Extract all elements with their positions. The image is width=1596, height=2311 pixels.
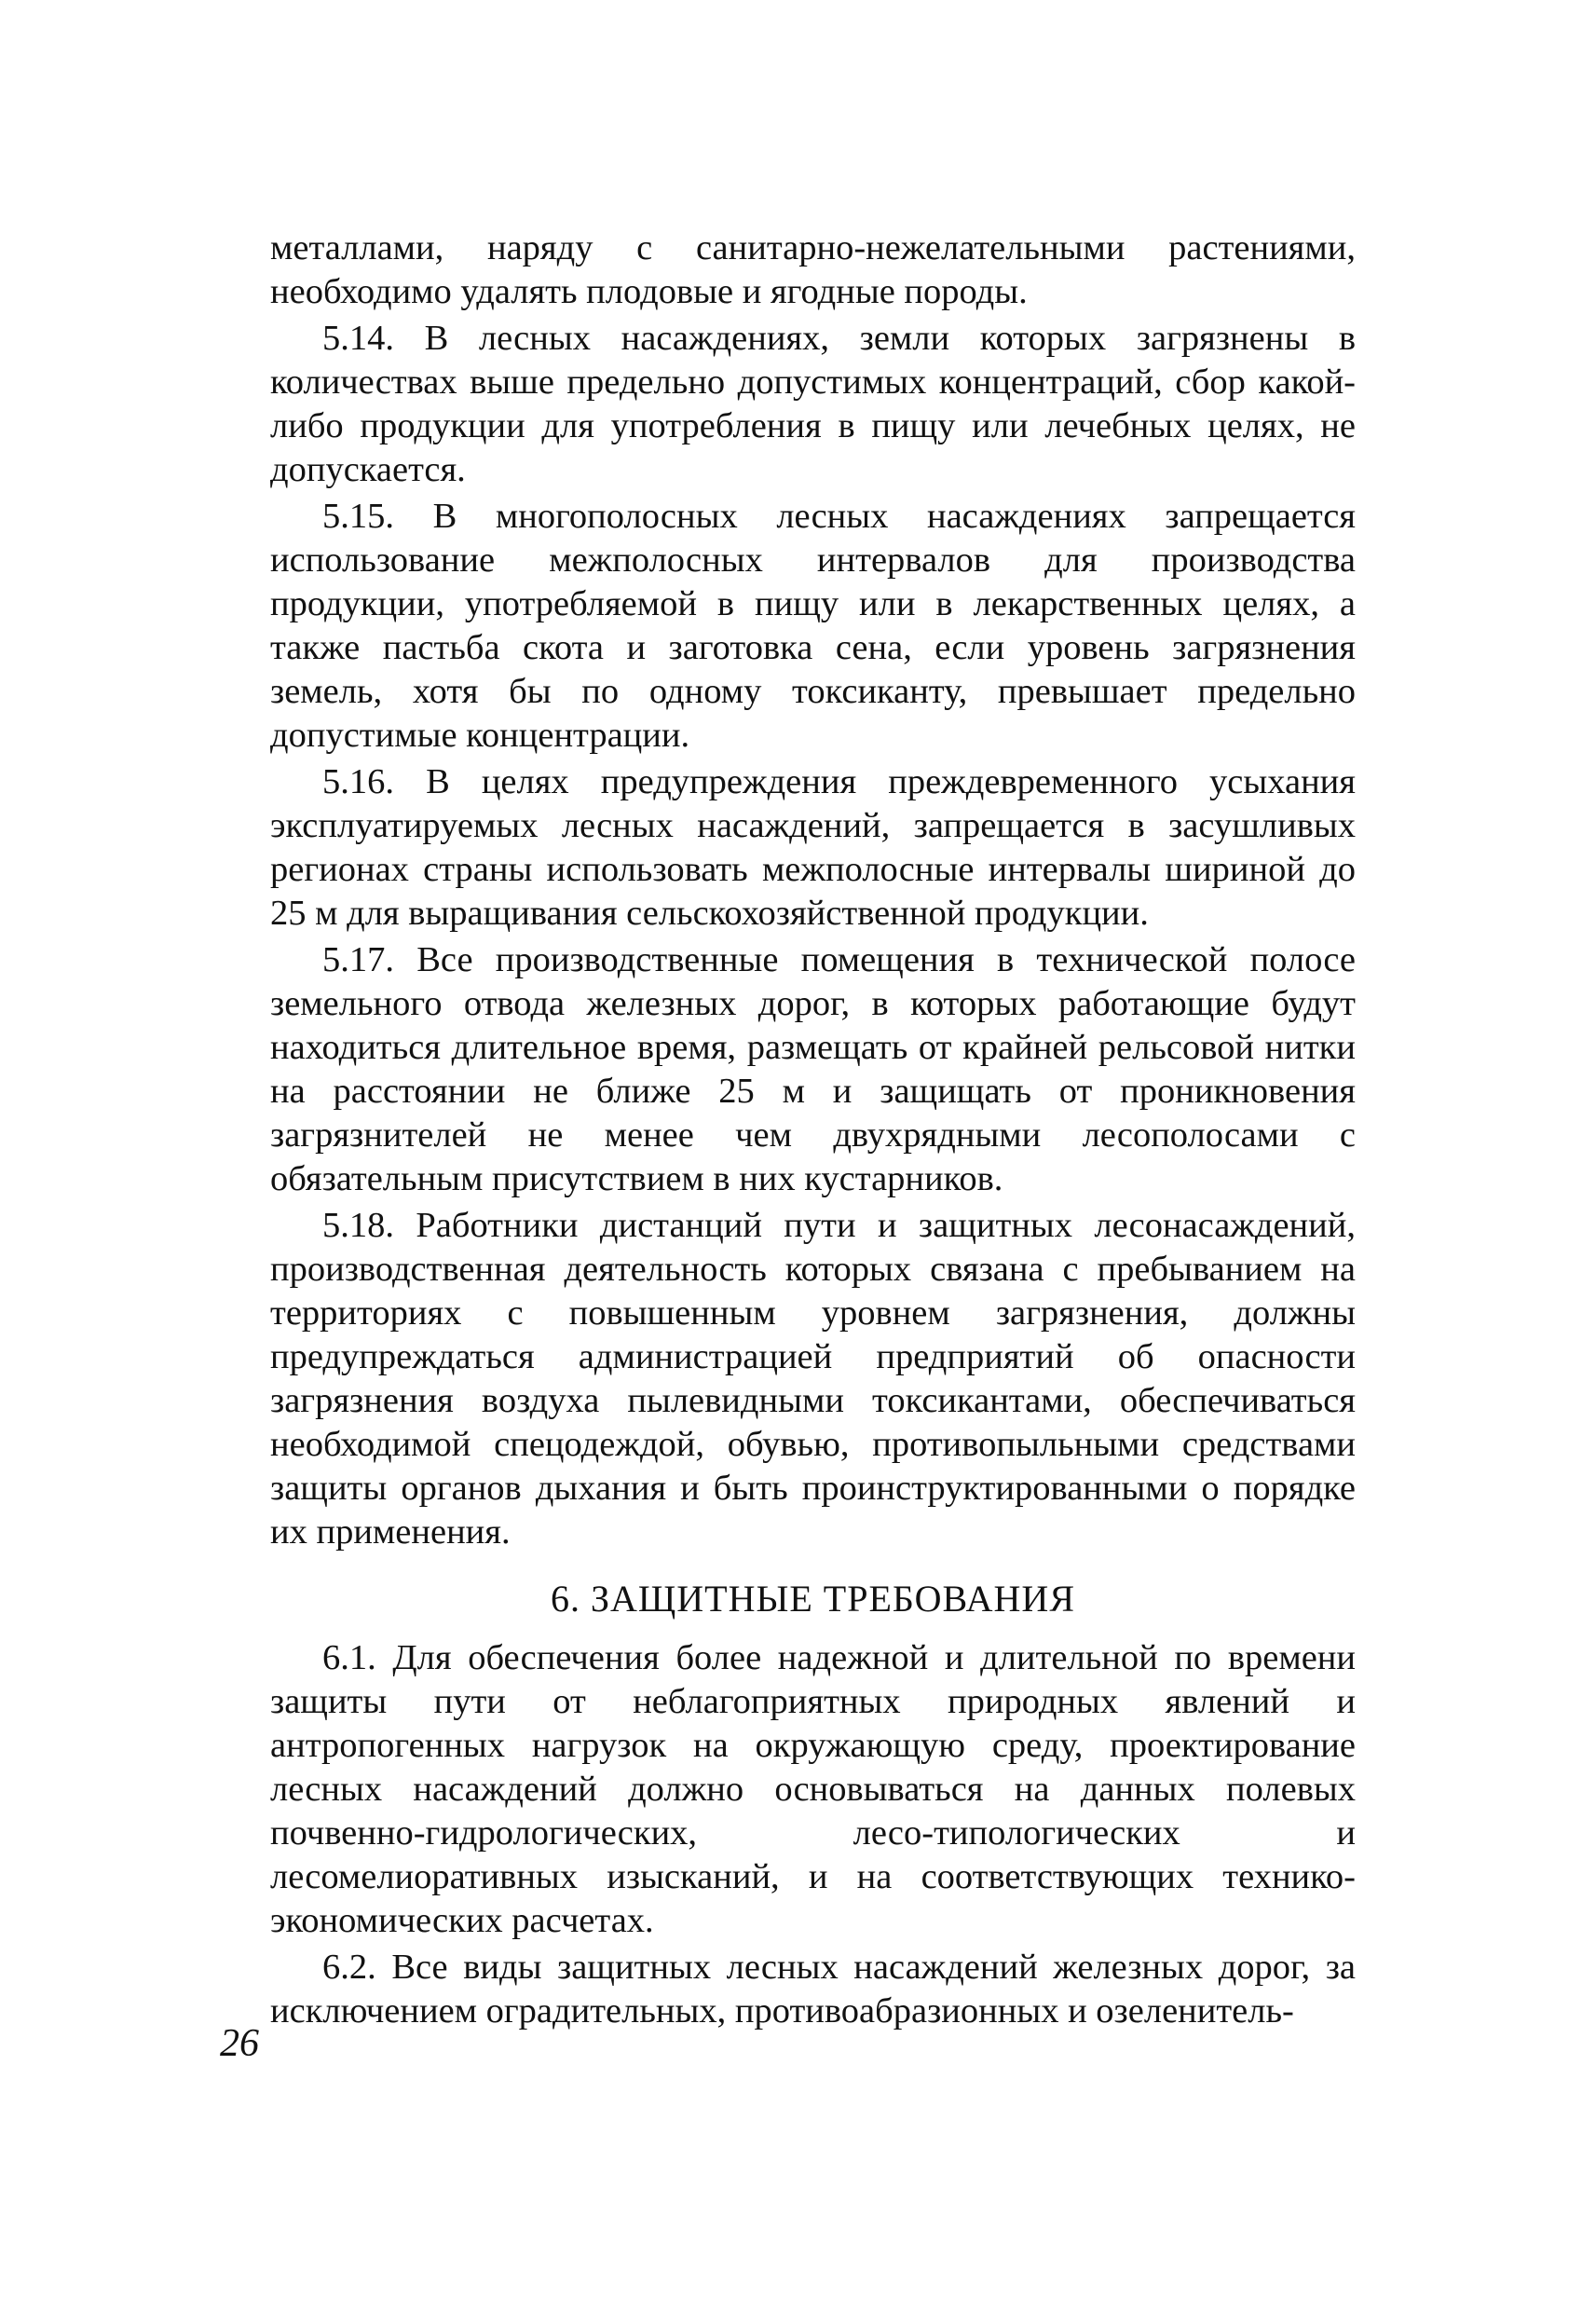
page-number: 26 (220, 2022, 259, 2065)
section-heading: 6. ЗАЩИТНЫЕ ТРЕБОВАНИЯ (551, 1578, 1075, 1620)
paragraph-5-18: 5.18. Работники дистанций пути и защитных лесонасаждений, производственная деятельность которых связана с пребыванием на территориях с повышенным уровнем загрязнения, должны предупреждаться администрацией предприятий об опасности загрязнения воздуха пылевидными токсикантами, обеспечиваться необходимой спецодеждой, обувью, противопыльными средствами защиты органов дыхания и быть проинструктированными о порядке их применения. (270, 1206, 1356, 1552)
paragraph-5-15: 5.15. В многополосных лесных насаждениях запрещается использование межполосных интервалов для производства продукции, употребляемой в пищу или в лекарственных целях, а также пастьба скота и заготовка сена, если уровень загрязнения земель, хотя бы по одному токсиканту, превышает предельно допустимые концентрации. (270, 497, 1356, 755)
paragraph-5-17: 5.17. Все производственные помещения в технической полосе земельного отвода железных дорог, в которых работающие будут находиться длительное время, размещать от крайней рельсовой нитки на расстоянии не ближе 25 м и защищать от проникновения загрязнителей не менее чем двухрядными лесополосами с обязательным присутствием в них кустарников. (270, 940, 1356, 1198)
paragraph-6-2: 6.2. Все виды защитных лесных насаждений железных дорог, за исключением оградительных, противоабразионных и озеленитель- (270, 1948, 1356, 2031)
paragraphs-after-heading (270, 1636, 1356, 2033)
page-body (270, 226, 1356, 2033)
paragraph-6-1: 6.1. Для обеспечения более надежной и длительной по времени защиты пути от неблагоприятных природных явлений и антропогенных нагрузок на окружающую среду, проектирование лесных насаждений должно основываться на данных полевых почвенно-гидрологических, лесо-типологических и лесомелиоративных изысканий, и на соответствующих технико-экономических расчетах. (270, 1638, 1356, 1940)
paragraph-5-16: 5.16. В целях предупреждения преждевременного усыхания эксплуатируемых лесных насаждений, запрещается в засушливых регионах страны использовать межполосные интервалы шириной до 25 м для выращивания сельскохозяйственной продукции. (270, 762, 1356, 933)
paragraph-continued: металлами, наряду с санитарно-нежелательными растениями, необходимо удалять плодовые и ягодные породы. (270, 228, 1356, 311)
paragraph-5-14: 5.14. В лесных насаждениях, земли которых загрязнены в количествах выше предельно допустимых концентраций, сбор какой-либо продукции для употребления в пищу или лечебных целях, не допускается. (270, 319, 1356, 489)
paragraphs-before-heading (270, 226, 1356, 1554)
